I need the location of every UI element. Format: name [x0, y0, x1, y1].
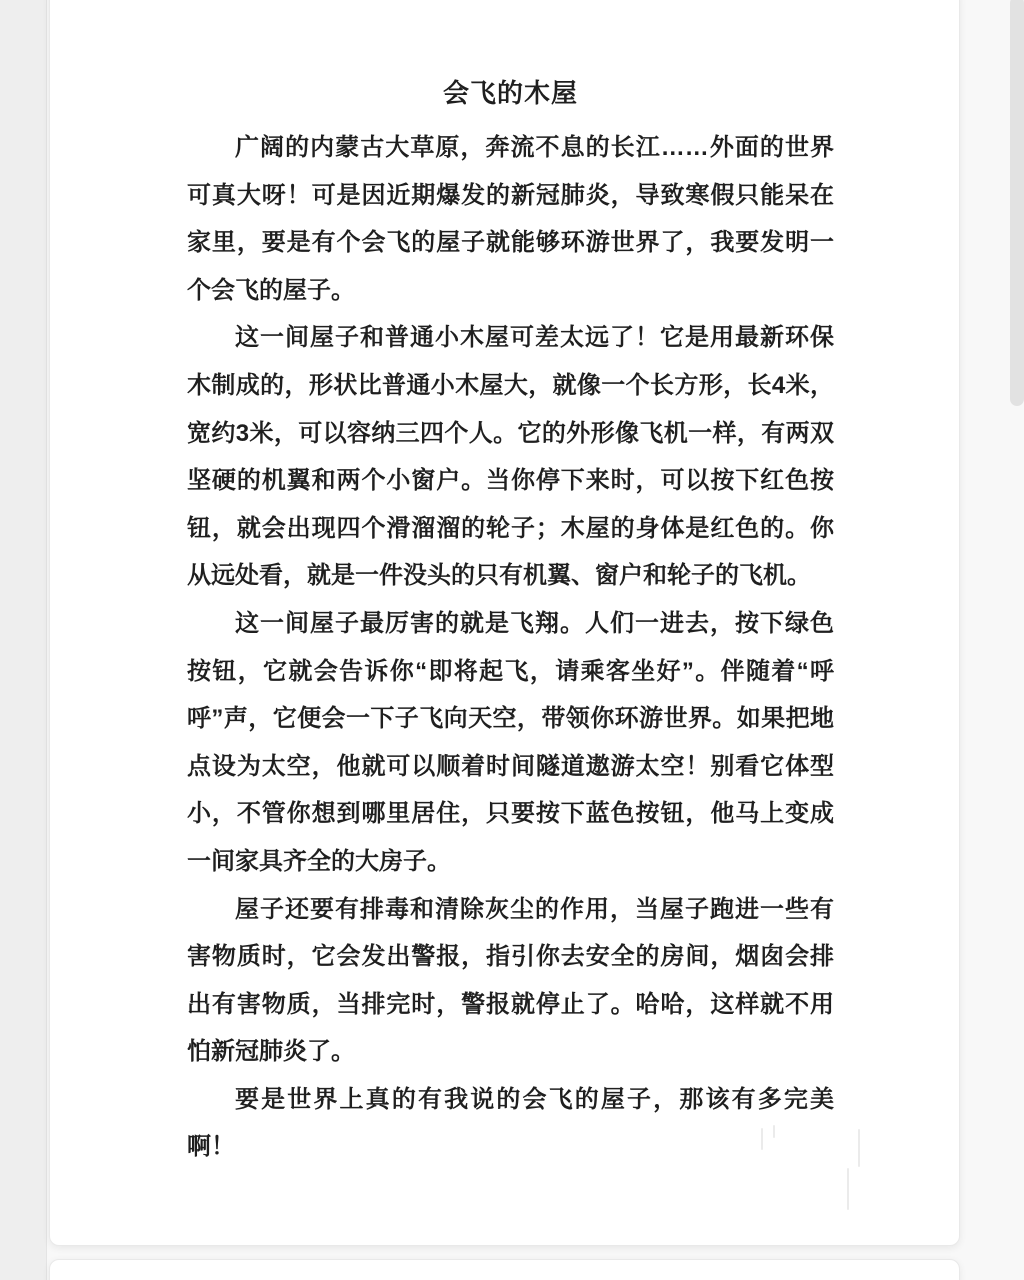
essay-title: 会飞的木屋: [442, 78, 578, 108]
document-page-1: [49, 0, 960, 1246]
essay-paragraph-3: 这一间屋子最厉害的就是飞翔。人们一进去，按下绿色按钮，它就会告诉你“即将起飞，请乘客坐好”。伴随着“呼呼”声，它便会一下子飞向天空，带领你环游世界。如果把地点设为太空，他就可以顺着时间隧道遨游太空！别看它体型小，不管你想到哪里居住，只要按下蓝色按钮，他马上变成一间家具齐全的大房子。: [187, 609, 834, 875]
essay-paragraph-5: 要是世界上真的有我说的会飞的屋子，那该有多完美啊！: [187, 1085, 834, 1161]
essay-paragraph-2: 这一间屋子和普通小木屋可差太远了！它是用最新环保木制成的，形状比普通小木屋大，就像一个长方形，长4米，宽约3米，可以容纳三四个人。它的外形像飞机一样，有两双坚硬的机翼和两个小窗户。当你停下来时，可以按下红色按钮，就会出现四个滑溜溜的轮子；木屋的身体是红色的。你从远处看，就是一件没头的只有机翼、窗户和轮子的飞机。: [187, 324, 834, 590]
scan-artifact: [773, 1125, 775, 1138]
scrollbar-thumb[interactable]: [1010, 0, 1024, 406]
essay-paragraph-1: 广阔的内蒙古大草原，奔流不息的长江……外面的世界可真大呀！可是因近期爆发的新冠肺炎，导致寒假只能呆在家里，要是有个会飞的屋子就能够环游世界了，我要发明一个会飞的屋子。: [187, 134, 834, 304]
scan-artifact: [761, 1128, 763, 1150]
document-page-2-top: [49, 1259, 960, 1280]
screen-left-margin: [0, 0, 47, 1280]
scan-artifact: [858, 1129, 860, 1167]
scan-artifact: [847, 1168, 849, 1210]
essay-content: [187, 0, 834, 1171]
essay-paragraph-4: 屋子还要有排毒和清除灰尘的作用，当屋子跑进一些有害物质时，它会发出警报，指引你去安全的房间，烟囱会排出有害物质，当排完时，警报就停止了。哈哈，这样就不用怕新冠肺炎了。: [187, 895, 834, 1066]
